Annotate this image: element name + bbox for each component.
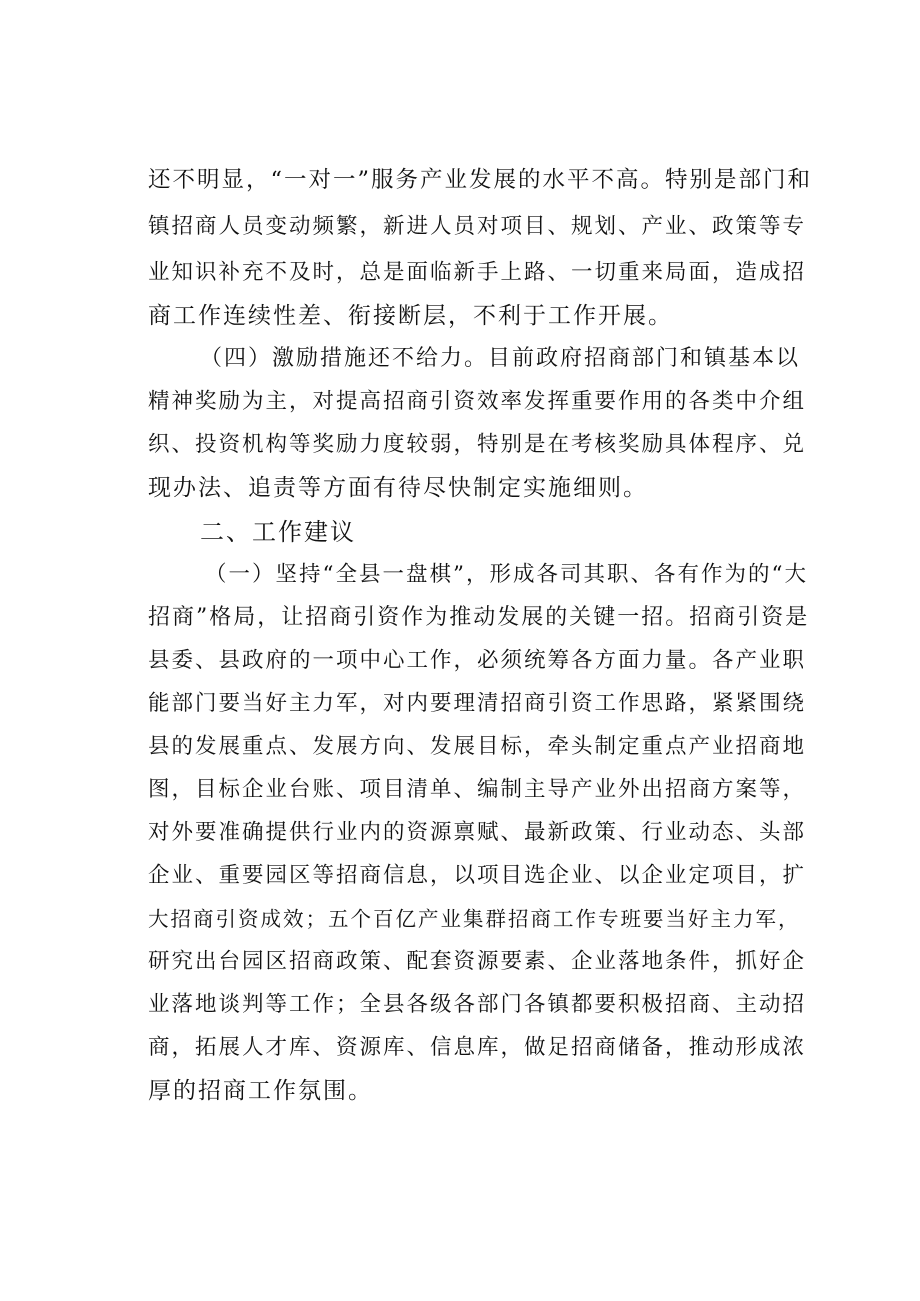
paragraph-line: 研究出台园区招商政策、配套资源要素、企业落地条件，抓好企: [148, 949, 807, 974]
paragraph-line: 镇招商人员变动频繁，新进人员对项目、规划、产业、政策等专: [148, 214, 807, 239]
paragraph-line: 县的发展重点、发展方向、发展目标，牵头制定重点产业招商地: [148, 734, 807, 759]
paragraph-line: （一）坚持“全县一盘棋”，形成各司其职、各有作为的“大: [205, 562, 808, 587]
paragraph-line: 县委、县政府的一项中心工作，必须统筹各方面力量。各产业职: [148, 648, 807, 673]
paragraph-line: 图，目标企业台账、项目清单、编制主导产业外出招商方案等，: [148, 777, 807, 802]
paragraph-line: 现办法、追责等方面有待尽快制定实施细则。: [148, 475, 648, 501]
paragraph-line: 能部门要当好主力军，对内要理清招商引资工作思路，紧紧围绕: [148, 691, 807, 716]
paragraph-line: 织、投资机构等奖励力度较弱，特别是在考核奖励具体程序、兑: [148, 432, 807, 457]
paragraph-line: 大招商引资成效；五个百亿产业集群招商工作专班要当好主力军，: [148, 907, 801, 931]
paragraph-line: 商，拓展人才库、资源库、信息库，做足招商储备，推动形成浓: [148, 1035, 807, 1060]
paragraph-line: 对外要准确提供行业内的资源禀赋、最新政策、行业动态、头部: [148, 820, 807, 845]
paragraph-line: 业落地谈判等工作；全县各级各部门各镇都要积极招商、主动招: [148, 992, 807, 1017]
paragraph-line: 商工作连续性差、衔接断层，不利于工作开展。: [148, 303, 673, 329]
paragraph-line: 企业、重要园区等招商信息，以项目选企业、以企业定项目，扩: [148, 863, 807, 888]
paragraph-line: 厚的招商工作氛围。: [148, 1078, 373, 1104]
paragraph-line: （四）激励措施还不给力。目前政府招商部门和镇基本以: [200, 346, 801, 371]
paragraph-line: 精神奖励为主，对提高招商引资效率发挥重要作用的各类中介组: [148, 389, 807, 414]
paragraph-line: 招商”格局，让招商引资作为推动发展的关键一招。招商引资是: [148, 605, 810, 630]
paragraph-line: 还不明显，“一对一”服务产业发展的水平不高。特别是部门和: [148, 167, 813, 193]
paragraph-line: 业知识补充不及时，总是面临新手上路、一切重来局面，造成招: [148, 260, 807, 285]
section-heading: 二、工作建议: [200, 518, 356, 546]
